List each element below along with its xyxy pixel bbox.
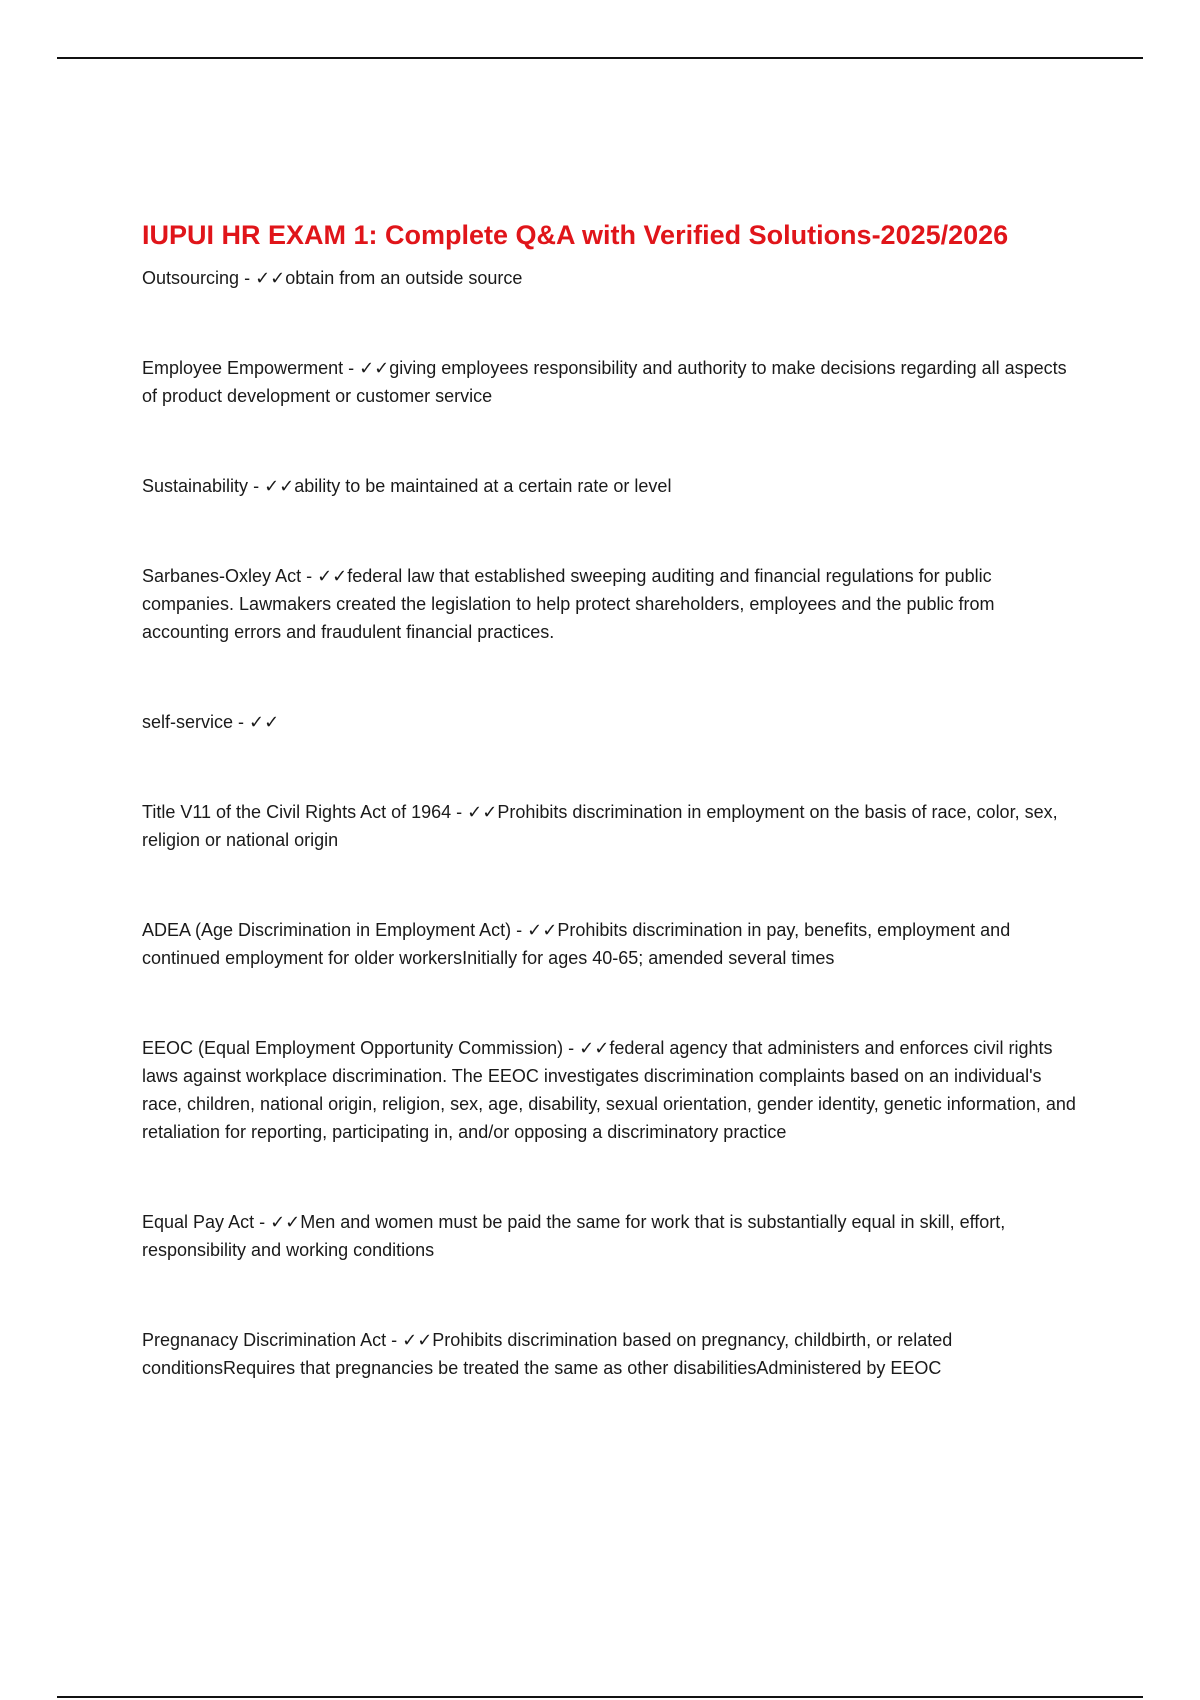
- double-check-icon: ✓✓: [359, 358, 390, 378]
- qa-term: ADEA (Age Discrimination in Employment Act): [142, 920, 512, 940]
- qa-entry: [142, 1034, 1077, 1146]
- qa-term: Sustainability: [142, 476, 249, 496]
- double-check-icon: ✓✓: [527, 920, 558, 940]
- qa-entry: [142, 708, 1077, 736]
- double-check-icon: ✓✓: [264, 476, 295, 496]
- top-rule: [57, 57, 1143, 59]
- document-title: IUPUI HR EXAM 1: Complete Q&A with Verified Solutions-2025/2026: [142, 220, 1009, 250]
- qa-list: [142, 264, 1077, 1382]
- qa-term: Pregnanacy Discrimination Act: [142, 1330, 387, 1350]
- qa-entry: [142, 472, 1077, 500]
- qa-separator: -: [254, 1212, 271, 1232]
- double-check-icon: ✓✓: [467, 802, 498, 822]
- qa-separator: -: [343, 358, 360, 378]
- qa-term: Equal Pay Act: [142, 1212, 255, 1232]
- bottom-rule: [57, 1696, 1143, 1698]
- qa-definition: obtain from an outside source: [285, 268, 523, 288]
- qa-term: EEOC (Equal Employment Opportunity Commission): [142, 1038, 564, 1058]
- double-check-icon: ✓✓: [270, 1212, 301, 1232]
- double-check-icon: ✓✓: [579, 1038, 610, 1058]
- qa-term: Sarbanes-Oxley Act: [142, 566, 302, 586]
- qa-separator: -: [563, 1038, 580, 1058]
- qa-definition: Prohibits discrimination in employment on the basis of race, color, sex, religion or national origin: [142, 802, 1058, 850]
- qa-separator: -: [451, 802, 468, 822]
- qa-definition: ability to be maintained at a certain rate or level: [294, 476, 672, 496]
- double-check-icon: ✓✓: [317, 566, 348, 586]
- qa-term: Employee Empowerment: [142, 358, 344, 378]
- qa-entry: [142, 1208, 1077, 1264]
- qa-definition: federal agency that administers and enforces civil rights laws against workplace discrimination. The EEOC investigates discrimination complaints based on an individual's race, children, national origin, religion, sex, age, disability, sexual orientation, gender identity, genetic information, and retaliation for reporting, participating in, and/or opposing a discriminatory practice: [142, 1038, 1076, 1142]
- qa-separator: -: [511, 920, 528, 940]
- double-check-icon: ✓✓: [255, 268, 286, 288]
- qa-definition: federal law that established sweeping auditing and financial regulations for public companies. Lawmakers created the legislation to help protect shareholders, employees and the public from accounting errors and fraudulent financial practices.: [142, 566, 995, 642]
- qa-entry: [142, 562, 1077, 646]
- qa-separator: -: [386, 1330, 403, 1350]
- qa-separator: -: [248, 476, 265, 496]
- document-body: [142, 214, 1077, 1382]
- qa-definition: Prohibits discrimination based on pregnancy, childbirth, or related conditionsRequires that pregnancies be treated the same as other disabilitiesAdministered by EEOC: [142, 1330, 953, 1378]
- qa-entry: [142, 264, 1077, 292]
- qa-separator: -: [301, 566, 318, 586]
- qa-entry: [142, 354, 1077, 410]
- qa-definition: Men and women must be paid the same for work that is substantially equal in skill, effort, responsibility and working conditions: [142, 1212, 1006, 1260]
- double-check-icon: ✓✓: [402, 1330, 433, 1350]
- qa-term: Title V11 of the Civil Rights Act of 1964: [142, 802, 452, 822]
- double-check-icon: ✓✓: [249, 712, 280, 732]
- qa-definition: Prohibits discrimination in pay, benefits, employment and continued employment for older workersInitially for ages 40-65; amended several times: [142, 920, 1011, 968]
- qa-entry: [142, 1326, 1077, 1382]
- qa-term: Outsourcing: [142, 268, 240, 288]
- qa-term: self-service: [142, 712, 234, 732]
- qa-separator: -: [239, 268, 256, 288]
- qa-separator: -: [233, 712, 250, 732]
- qa-definition: giving employees responsibility and authority to make decisions regarding all aspects of product development or customer service: [142, 358, 1067, 406]
- qa-entry: [142, 798, 1077, 854]
- qa-entry: [142, 916, 1077, 972]
